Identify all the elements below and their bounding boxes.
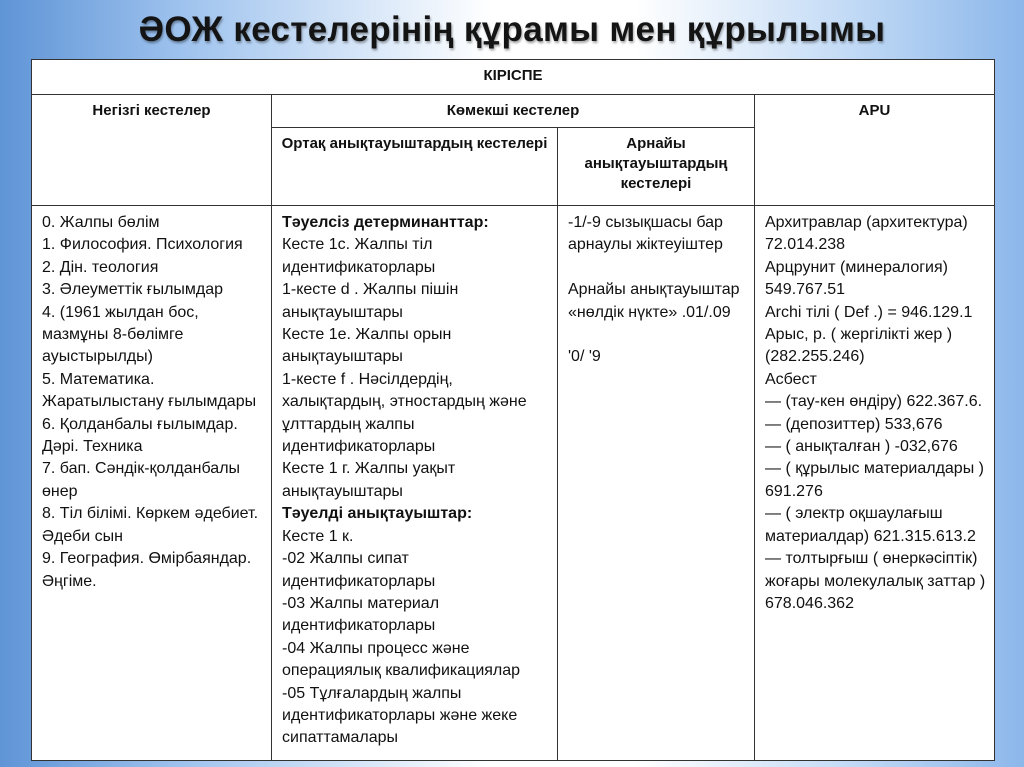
udc-structure-table — [31, 59, 995, 761]
dependent-item: -03 Жалпы материал идентификаторлары — [282, 594, 440, 635]
apu-cell — [755, 206, 995, 761]
apu-entry: — ( құрылыс материалдары ) 691.276 — [765, 460, 984, 500]
main-class-4: 4. (1961 жылдан бос, мазмұны 8-бөлімге ауыстырылды) — [42, 303, 199, 366]
special-determinants-cell — [558, 206, 755, 761]
special-determinants-header: Арнайы анықтауыштардың кестелері — [558, 128, 755, 206]
independent-item: Кесте 1е. Жалпы орын анықтауыштары — [282, 326, 452, 366]
independent-item: 1-кесте d . Жалпы пішін анықтауыштары — [282, 281, 459, 321]
page-title: ӘОЖ кестелерінің құрамы мен құрылымы — [138, 10, 886, 49]
main-class-6: 6. Қолданбалы ғылымдар. Дәрі. Техника — [42, 415, 238, 456]
dependent-item: -05 Тұлғалардың жалпы идентификаторлары және жеке сипаттамалары — [282, 684, 518, 747]
apu-entry: — ( электр оқшаулағыш материалдар) 621.315.613.2 — [765, 505, 976, 545]
aux-tables-header: Көмекші кестелер — [272, 95, 755, 128]
dependent-heading: Тәуелді анықтауыштар: — [282, 505, 473, 523]
main-tables-cell — [32, 206, 272, 761]
apu-entry: — ( анықталған ) -032,676 — [765, 438, 958, 456]
apu-entry: — (депозиттер) 533,676 — [765, 415, 943, 433]
special-item-3: '0/ '9 — [568, 348, 601, 366]
independent-heading: Тәуелсіз детерминанттар: — [282, 214, 489, 231]
apu-entry: Асбест — [765, 370, 817, 388]
apu-entry: Арыс, р. ( жергілікті жер ) (282.255.246) — [765, 326, 953, 366]
main-class-1: 1. Философия. Психология — [42, 236, 243, 254]
dependent-item: Кесте 1 к. — [282, 527, 354, 545]
dependent-item: -02 Жалпы сипат идентификаторлары — [282, 550, 436, 590]
main-class-8: 8. Тіл білімі. Көркем әдебиет. Әдеби сын — [42, 505, 259, 545]
special-item-1: -1/-9 сызықшасы бар арнаулы жіктеуіштер — [568, 214, 723, 254]
main-tables-header: Негізгі кестелер — [32, 95, 272, 206]
apu-entry: — (тау-кен өндіру) 622.367.6. — [765, 393, 983, 411]
intro-header: КІРІСПЕ — [32, 60, 995, 95]
special-item-2: Арнайы анықтауыштар «нөлдік нүкте» .01/.09 — [568, 281, 740, 321]
main-class-3: 3. Әлеуметтік ғылымдар — [42, 281, 224, 299]
main-class-9: 9. География. Өмірбаяндар. Әңгіме. — [42, 550, 252, 590]
common-determinants-header: Ортақ анықтауыштардың кестелері — [272, 128, 558, 206]
independent-item: Кесте 1 г. Жалпы уақыт анықтауыштары — [282, 460, 456, 500]
main-class-0: 0. Жалпы бөлім — [42, 214, 160, 231]
common-determinants-cell — [272, 206, 558, 761]
dependent-item: -04 Жалпы процесс және операциялық квалификациялар — [282, 639, 521, 680]
apu-entry: Арцрунит (минералогия) 549.767.51 — [765, 258, 948, 299]
apu-entry: Архитравлар (архитектура) 72.014.238 — [765, 214, 968, 254]
main-class-2: 2. Дін. теология — [42, 258, 159, 276]
main-class-5: 5. Математика. Жаратылыстану ғылымдары — [42, 370, 257, 411]
apu-entry: Archi тілі ( Def .) = 946.129.1 — [765, 303, 973, 321]
apu-header: АPU — [755, 95, 995, 206]
independent-item: Кесте 1с. Жалпы тіл идентификаторлары — [282, 236, 436, 276]
independent-item: 1-кесте f . Нәсілдердің, халықтардың, этностардың және ұлттардың жалпы идентификаторлары — [282, 370, 527, 456]
apu-entry: — толтырғыш ( өнеркәсіптік) жоғары молекулалық заттар ) 678.046.362 — [765, 550, 986, 612]
main-class-7: 7. бап. Сәндік-қолданбалы өнер — [42, 460, 241, 500]
